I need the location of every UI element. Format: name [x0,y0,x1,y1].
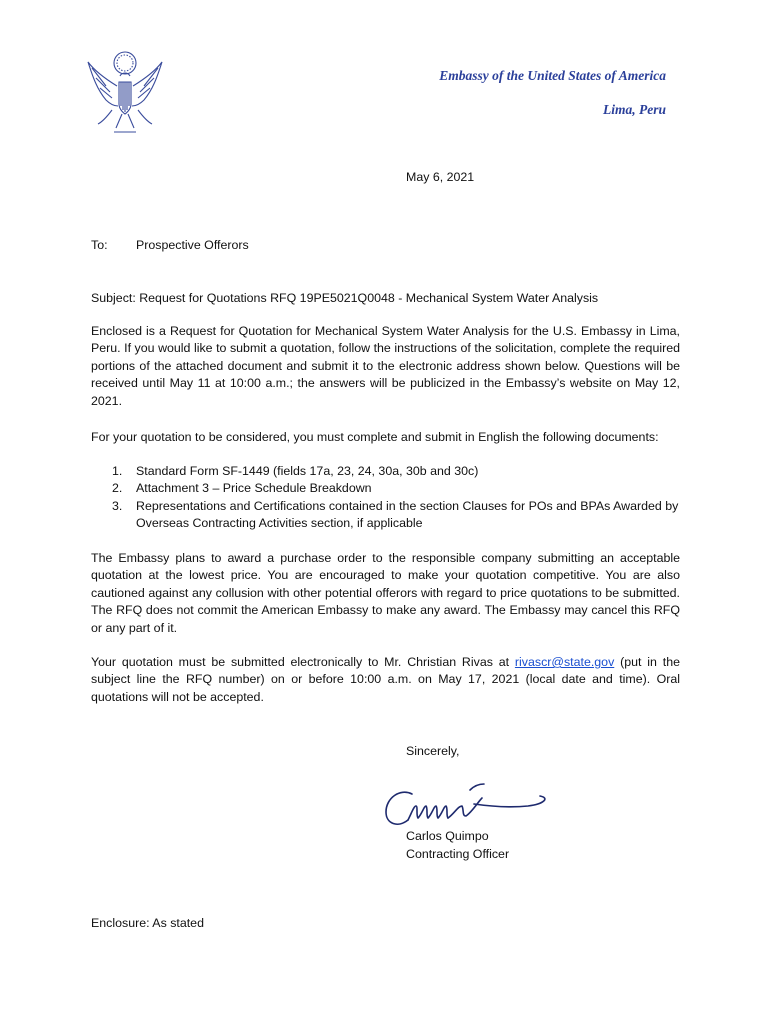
handwritten-signature [378,776,558,836]
letterhead-embassy-name: Embassy of the United States of America [439,68,666,83]
paragraph-submission [91,654,680,706]
letterhead-location: Lima, Peru [603,102,666,117]
to-value: Prospective Offerors [136,238,249,252]
list-item-number: 1. [112,464,123,478]
paragraph-intro: Enclosed is a Request for Quotation for Mechanical System Water Analysis for the U.S. Embassy in Lima, Peru. If you would like to submit a quotation, follow the instructions of the solicitation, complete the required portions of the attached document and submit it to the electronic address shown below. Questions will be received until May 11 at 10:00 a.m.; the answers will be publicized in the Embassy’s website on May 12, 2021. [91,324,680,408]
signer-name: Carlos Quimpo [406,829,489,843]
paragraph-documents-intro: For your quotation to be considered, you must complete and submit in English the following documents: [91,430,659,444]
list-item-number: 2. [112,481,123,496]
list-item [91,463,680,480]
submission-text-before: Your quotation must be submitted electronically to Mr. Christian Rivas at [91,655,515,669]
closing-salutation: Sincerely, [406,744,460,758]
letter-date: May 6, 2021 [406,170,475,184]
list-item [91,480,680,497]
submission-text-after: (put in the subject line the RFQ number) on or before 10:00 a.m. on May 17, 2021 (local date and time). Oral quotations will not be accepted. [91,655,680,704]
list-item [91,498,680,533]
paragraph-award: The Embassy plans to award a purchase order to the responsible company submitting an acceptable quotation at the lowest price. You are encouraged to make your quotation competitive. You are also cautioned against any collusion with other potential offerors with regard to price quotations to be submitted. The RFQ does not commit the American Embassy to make any award. The Embassy may cancel this RFQ or any part of it. [91,551,680,635]
list-item-text: Standard Form SF-1449 (fields 17a, 23, 24, 30a, 30b and 30c) [136,464,479,478]
email-link[interactable]: rivascr@state.gov [514,655,615,669]
signer-title: Contracting Officer [406,847,510,861]
great-seal-eagle-icon [84,48,166,140]
enclosure-note: Enclosure: As stated [91,916,204,930]
subject-line: Subject: Request for Quotations RFQ 19PE5021Q0048 - Mechanical System Water Analysis [91,291,599,305]
list-item-number: 3. [112,498,123,513]
list-item-text: Representations and Certifications contained in the section Clauses for POs and BPAs Awarded by Overseas Contracting Activities section, if applicable [136,498,679,531]
documents-list [91,463,680,533]
to-label: To: [91,238,108,252]
list-item-text: Attachment 3 – Price Schedule Breakdown [136,481,372,496]
